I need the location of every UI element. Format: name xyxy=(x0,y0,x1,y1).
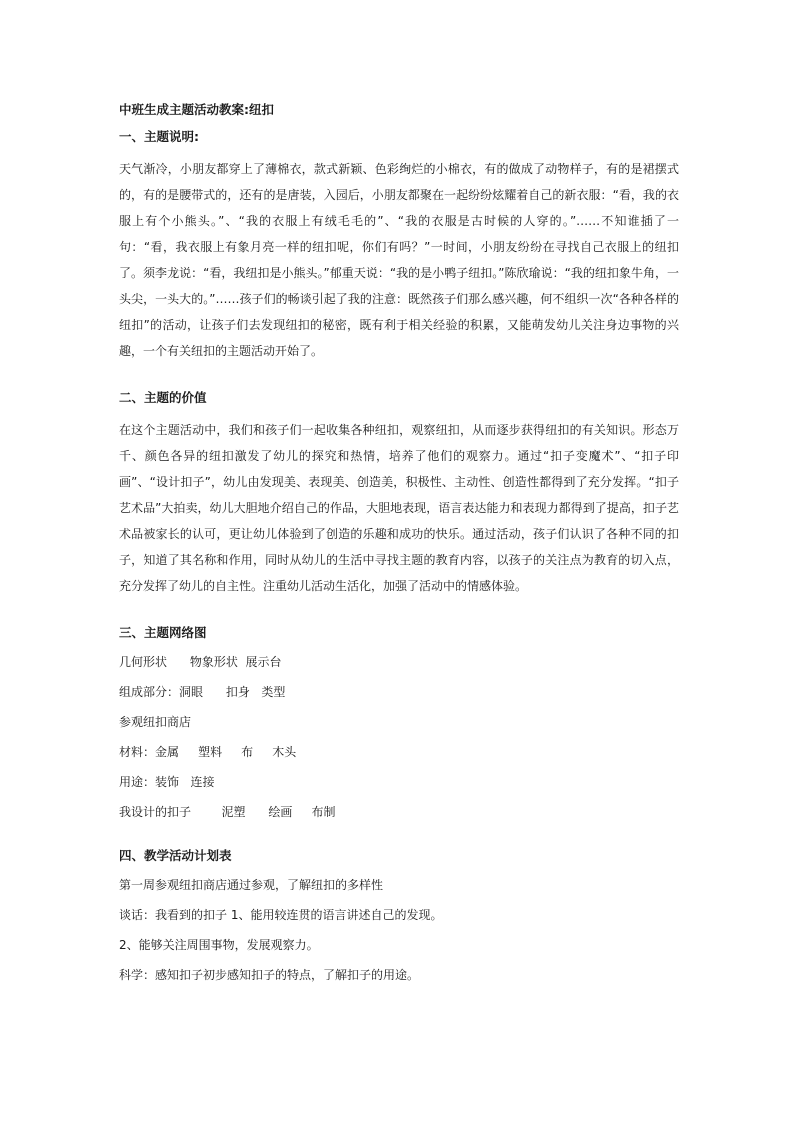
section-heading-theme-network: 三、主题网络图 xyxy=(119,625,207,640)
network-line-materials: 材料：金属 塑料 布 木头 xyxy=(119,745,297,759)
document-body xyxy=(119,100,679,995)
plan-line-week-one: 第一周参观纽扣商店通过参观，了解纽扣的多样性 xyxy=(119,878,384,892)
plan-line-science: 科学：感知扣子初步感知扣子的特点，了解扣子的用途。 xyxy=(119,968,420,982)
plan-line-talk: 谈话：我看到的扣子 1、能用较连贯的语言讲述自己的发现。 xyxy=(119,908,443,922)
document-title: 中班生成主题活动教案:纽扣 xyxy=(119,102,274,117)
section-heading-theme-value: 二、主题的价值 xyxy=(119,390,207,405)
paragraph-theme-value: 在这个主题活动中，我们和孩子们一起收集各种纽扣，观察纽扣，从而逐步获得纽扣的有关知识。形态万千、颜色各异的纽扣激发了幼儿的探究和热情，培养了他们的观察力。通过“扣子变魔术”、“扣子印画”、“设计扣子”，幼儿由发现美、表现美、创造美，积极性、主动性、创造性都得到了充分发挥。“扣子艺术品”大拍卖，幼儿大胆地介绍自己的作品，大胆地表现，语言表达能力和表现力都得到了提高，扣子艺术品被家长的认可，更让幼儿体验到了创造的乐趣和成功的快乐。通过活动，孩子们认识了各种不同的扣子，知道了其名称和作用，同时从幼儿的生活中寻找主题的教育内容，以孩子的关注点为教育的切入点，充分发挥了幼儿的自主性。注重幼儿活动生活化，加强了活动中的情感体验。 xyxy=(119,423,679,593)
network-line-parts: 组成部分：洞眼 扣身 类型 xyxy=(119,685,286,699)
network-line-my-design: 我设计的扣子 泥塑 绘画 布制 xyxy=(119,805,336,819)
network-line-uses: 用途：装饰 连接 xyxy=(119,775,215,789)
section-heading-theme-description: 一、主题说明: xyxy=(119,129,199,144)
section-heading-teaching-plan: 四、教学活动计划表 xyxy=(119,848,232,863)
network-line-shapes: 几何形状 物象形状 展示台 xyxy=(119,655,282,669)
network-line-shop-visit: 参观纽扣商店 xyxy=(119,715,192,729)
plan-line-observe: 2、能够关注周围事物，发展观察力。 xyxy=(119,938,319,952)
paragraph-theme-description: 天气渐冷，小朋友都穿上了薄棉衣，款式新颖、色彩绚烂的小棉衣，有的做成了动物样子，有的是裙摆式的，有的是腰带式的，还有的是唐装，入园后，小朋友都聚在一起纷纷炫耀着自己的新衣服：“看，我的衣服上有个小熊头。”、“我的衣服上有绒毛毛的”、“我的衣服是古时候的人穿的。”……不知谁插了一句：“看，我衣服上有象月亮一样的纽扣呢，你们有吗？”一时间，小朋友纷纷在寻找自己衣服上的纽扣了。须李龙说：“看，我纽扣是小熊头。”郁重天说：“我的是小鸭子纽扣。”陈欣瑜说：“我的纽扣象牛角，一头尖，一头大的。”……孩子们的畅谈引起了我的注意：既然孩子们那么感兴趣，何不组织一次“各种各样的纽扣”的活动，让孩子们去发现纽扣的秘密，既有利于相关经验的积累，又能萌发幼儿关注身边事物的兴趣，一个有关纽扣的主题活动开始了。 xyxy=(119,162,679,358)
